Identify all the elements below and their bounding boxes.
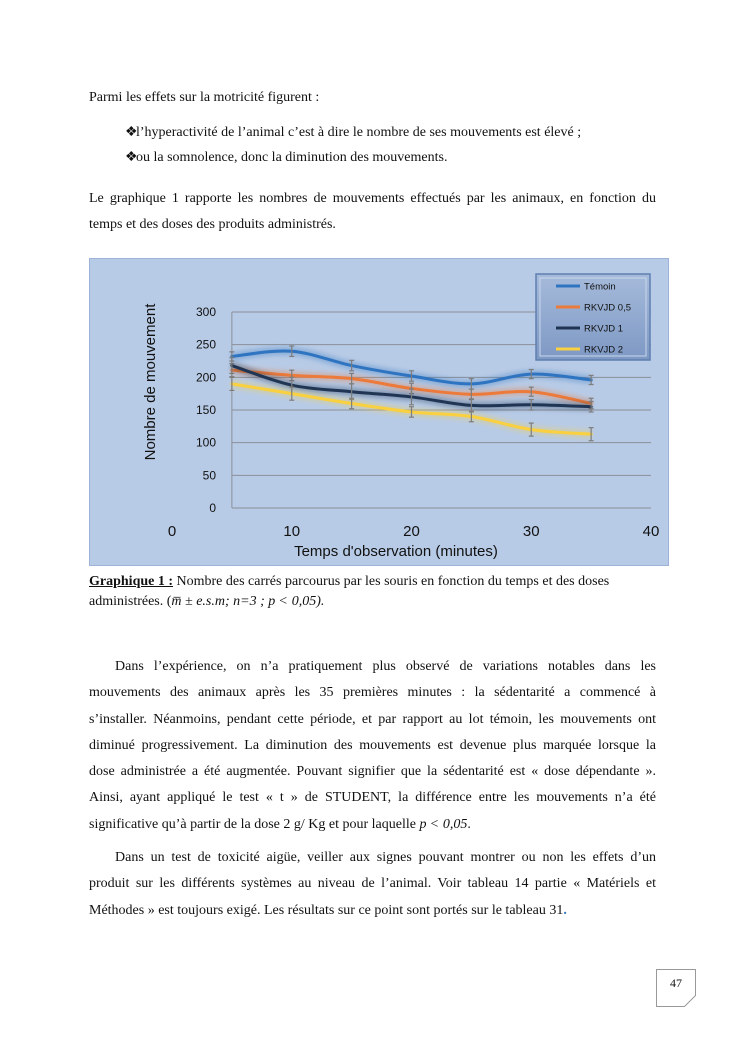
paragraph-line: Le graphique 1 rapporte les nombres de mouvements effectués par les animaux, en fonction du bbox=[89, 191, 656, 206]
paragraph-line: Dans l’expérience, on n’a pratiquement plus observé de variations notables dans les bbox=[115, 659, 656, 674]
page-number-box bbox=[656, 969, 696, 1007]
x-axis-title: Temps d'observation (minutes) bbox=[294, 543, 498, 560]
x-tick-label: 10 bbox=[283, 523, 301, 540]
p-value-text: p ˂ 0,05 bbox=[419, 816, 468, 832]
chart-legend bbox=[536, 274, 650, 360]
paragraph-toxicity bbox=[89, 845, 656, 924]
y-tick-label: 150 bbox=[195, 403, 216, 417]
intro-text: Parmi les effets sur la motricité figurent : bbox=[89, 90, 320, 105]
y-tick-label: 50 bbox=[202, 468, 216, 483]
paragraph-line: s’installer. Néanmoins, pendant cette période, et par rapport au lot témoin, les mouvements ont bbox=[89, 711, 656, 727]
caption-label: Graphique 1 : bbox=[89, 574, 174, 589]
y-tick-label: 250 bbox=[195, 337, 216, 352]
y-tick-label: 100 bbox=[195, 435, 216, 450]
diamond-bullet-icon: ❖ bbox=[125, 150, 138, 165]
page-number: 47 bbox=[670, 976, 682, 990]
bullet-item bbox=[125, 124, 581, 141]
paragraph-line: mouvements des animaux après les 35 premières minutes : la sédentarité a commencé à bbox=[89, 685, 656, 701]
y-tick-label: 300 bbox=[195, 305, 216, 319]
y-tick-label: 200 bbox=[195, 370, 216, 385]
bullet-text: l’hyperactivité de l’animal c’est à dire le nombre de ses mouvements est élevé ; bbox=[136, 125, 582, 140]
paragraph-text: . bbox=[563, 902, 567, 918]
chart-svg bbox=[90, 259, 668, 565]
caption-stats: m̅ ± e.s.m; n=3 ; p ˂ 0,05). bbox=[171, 594, 325, 609]
line-chart bbox=[89, 258, 669, 566]
diamond-bullet-icon: ❖ bbox=[125, 125, 138, 140]
caption-line bbox=[89, 592, 659, 612]
paragraph-line: Ainsi, ayant appliqué le test « t » de STUDENT, la différence entre les mouvements n’a été bbox=[89, 790, 656, 806]
caption-text: Nombre des carrés parcourus par les souris en fonction du temps et des doses bbox=[173, 574, 610, 589]
paragraph-text: . bbox=[467, 816, 471, 832]
x-tick-label: 30 bbox=[522, 523, 540, 540]
caption-prefix: administrées. ( bbox=[89, 594, 172, 609]
legend-label: RKVJD 0,5 bbox=[584, 302, 631, 314]
bullet-item bbox=[125, 149, 447, 166]
paragraph-graph-intro bbox=[89, 186, 656, 239]
paragraph-text: significative qu’à partir de la dose 2 g/ Kg et pour laquelle bbox=[89, 816, 420, 832]
y-axis-title: Nombre de mouvement bbox=[142, 303, 159, 461]
legend-label: RKVJD 2 bbox=[584, 344, 624, 356]
x-tick-label: 20 bbox=[403, 523, 420, 540]
paragraph-discussion bbox=[89, 654, 656, 838]
paragraph-line: produit sur les différents systèmes au niveau de l’animal. Voir tableau 14 partie « Matériels et bbox=[89, 876, 656, 892]
legend-label: Témoin bbox=[584, 281, 616, 293]
paragraph-text: Méthodes » est toujours exigé. Les résultats sur ce point sont portés sur le tableau 31 bbox=[89, 902, 564, 918]
legend-label: RKVJD 1 bbox=[584, 323, 624, 335]
paragraph-line: dose administrée a été augmentée. Pouvant signifier que la sédentarité est « dose dépendante ». bbox=[89, 764, 656, 780]
paragraph-line: Dans un test de toxicité aigüe, veiller aux signes pouvant montrer ou non les effets d’un bbox=[115, 850, 656, 865]
bullet-text: ou la somnolence, donc la diminution des mouvements. bbox=[136, 150, 448, 165]
x-tick-label: 40 bbox=[642, 523, 660, 540]
paragraph-line bbox=[89, 812, 656, 838]
caption-line bbox=[89, 572, 659, 592]
paragraph-line bbox=[89, 898, 656, 924]
paragraph-line: diminué progressivement. La diminution des mouvements est devenue plus marquée lorsque la bbox=[89, 737, 656, 753]
paragraph-line: temps et des doses des produits administrés. bbox=[89, 217, 336, 233]
x-tick-label: 0 bbox=[167, 523, 177, 540]
y-tick-label: 0 bbox=[209, 501, 216, 515]
figure-caption bbox=[89, 572, 659, 612]
page-curl-icon bbox=[684, 995, 696, 1007]
